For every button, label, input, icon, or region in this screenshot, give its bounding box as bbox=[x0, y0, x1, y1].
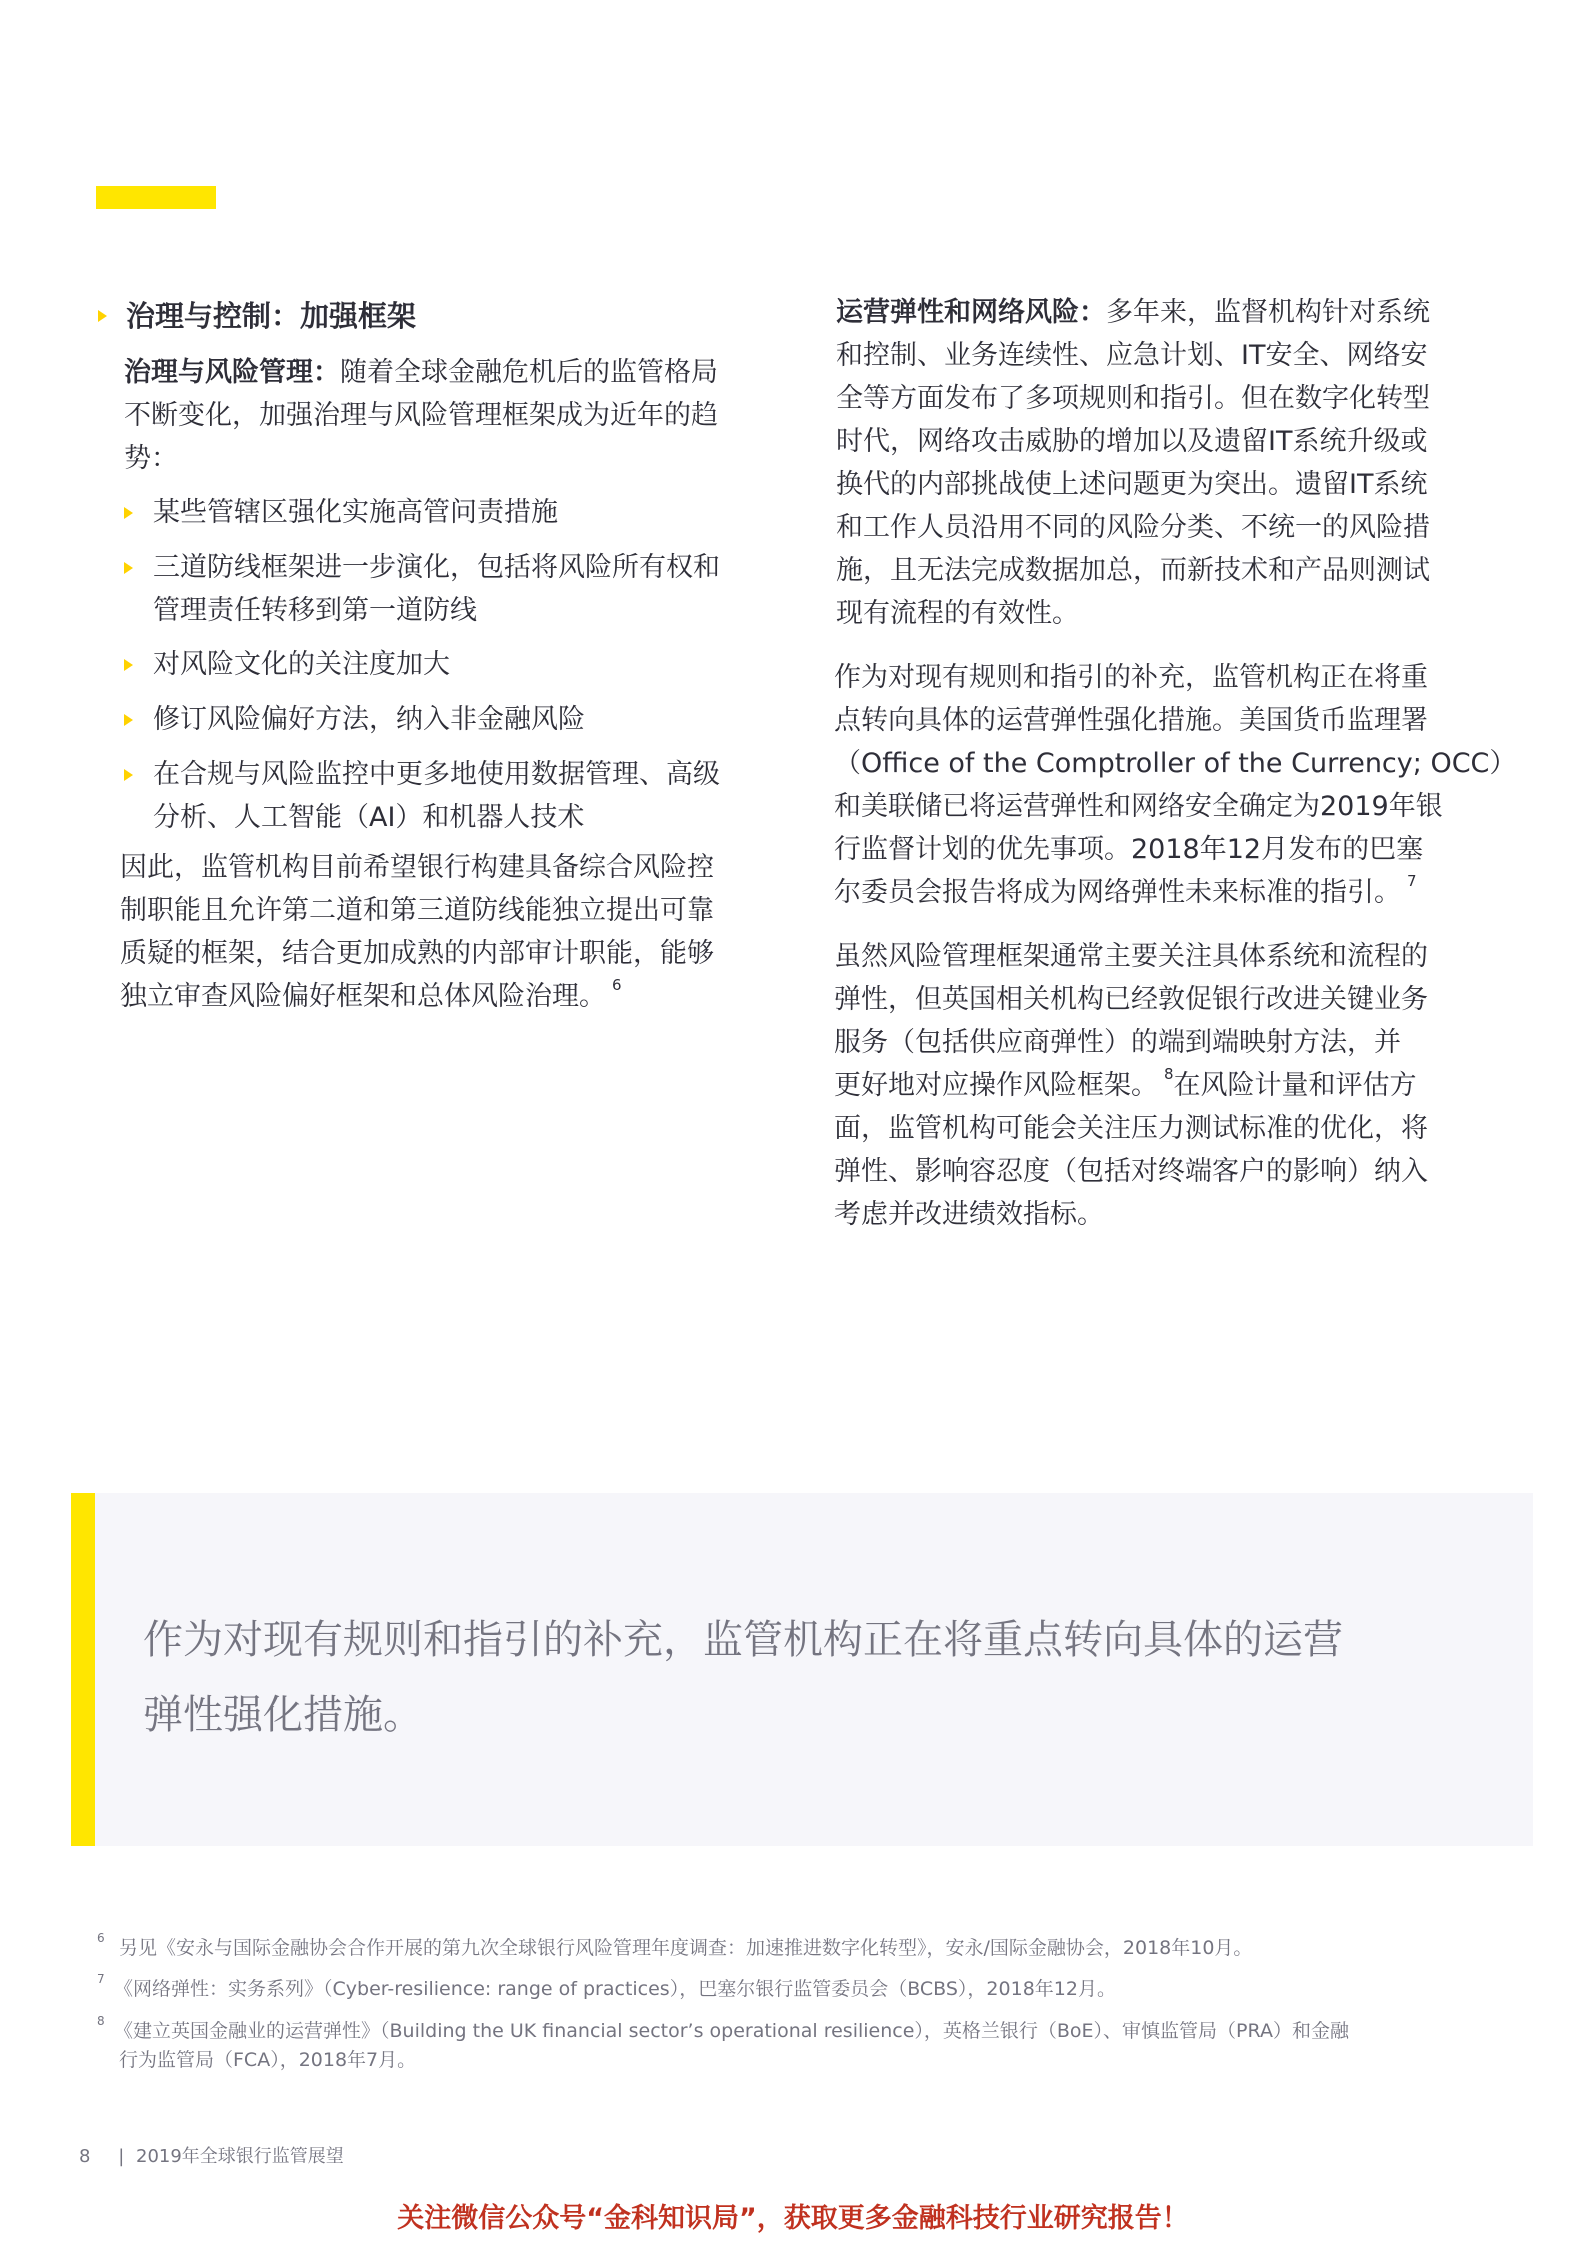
text-line: 因此，监管机构目前希望银行构建具备综合风险控 bbox=[120, 852, 714, 883]
text-line: 服务（包括供应商弹性）的端到端映射方法，并 bbox=[834, 1027, 1401, 1058]
text-line: 行监督计划的优先事项。2018年12月发布的巴塞 bbox=[834, 834, 1424, 865]
text-line: 多年来，监督机构针对系统 bbox=[1106, 297, 1430, 328]
bullet-icon bbox=[124, 659, 133, 671]
footnote-ref[interactable]: 8 bbox=[1164, 1065, 1174, 1083]
bullet-item bbox=[153, 698, 585, 741]
footnote-text: 行为监管局（FCA），2018年7月。 bbox=[119, 2049, 417, 2071]
conclusion-paragraph bbox=[120, 846, 714, 1018]
quote-accent-stripe bbox=[71, 1493, 95, 1846]
bullet-item bbox=[153, 753, 720, 839]
text-line: 对风险文化的关注度加大 bbox=[153, 649, 450, 680]
footnote-ref[interactable]: 6 bbox=[612, 976, 622, 994]
text-line: 在合规与风险监控中更多地使用数据管理、高级 bbox=[153, 759, 720, 790]
text-line: 在风险计量和评估方 bbox=[1173, 1070, 1417, 1101]
footnote-6 bbox=[97, 1931, 1253, 1963]
bullet-item bbox=[153, 546, 720, 632]
bullet-icon bbox=[124, 562, 133, 574]
footnote-number: 8 bbox=[97, 2014, 105, 2028]
bullet-item bbox=[153, 491, 558, 534]
footnote-text: 另见《安永与国际金融协会合作开展的第九次全球银行风险管理年度调查：加速推进数字化转型》，安永/国际金融协会，2018年10月。 bbox=[119, 1937, 1253, 1959]
text-line: 和工作人员沿用不同的风险分类、不统一的风险措 bbox=[836, 512, 1430, 543]
footer-separator: | bbox=[118, 2146, 125, 2167]
text-line: 施，且无法完成数据加总，而新技术和产品则测试 bbox=[836, 555, 1430, 586]
text-line: 弹性，但英国相关机构已经敦促银行改进关键业务 bbox=[834, 984, 1428, 1015]
text-line: 作为对现有规则和指引的补充，监管机构正在将重 bbox=[834, 662, 1428, 693]
text-line: 随着全球金融危机后的监管格局 bbox=[340, 357, 718, 388]
intro-bold: 治理与风险管理： bbox=[124, 357, 340, 388]
text-line: 质疑的框架，结合更加成熟的内部审计职能，能够 bbox=[120, 938, 714, 969]
text-line: 现有流程的有效性。 bbox=[836, 598, 1079, 629]
text-line: 时代，网络攻击威胁的增加以及遗留IT系统升级或 bbox=[836, 426, 1428, 457]
pull-quote bbox=[71, 1493, 1533, 1846]
bullet-icon bbox=[124, 507, 133, 519]
footnote-7 bbox=[97, 1972, 1116, 2004]
text-line: 换代的内部挑战使上述问题更为突出。遗留IT系统 bbox=[836, 469, 1428, 500]
text-line: 尔委员会报告将成为网络弹性未来标准的指引。 bbox=[834, 877, 1401, 908]
text-line: 修订风险偏好方法，纳入非金融风险 bbox=[153, 704, 585, 735]
footnote-number: 6 bbox=[97, 1931, 105, 1945]
text-line: 分析、人工智能（AI）和机器人技术 bbox=[153, 802, 585, 833]
text-line: 独立审查风险偏好框架和总体风险治理。 bbox=[120, 981, 606, 1012]
paragraph-bold-lead: 运营弹性和网络风险： bbox=[836, 297, 1106, 328]
text-line: 考虑并改进绩效指标。 bbox=[834, 1199, 1104, 1230]
footer-title: 2019年全球银行监管展望 bbox=[136, 2146, 344, 2167]
text-line: （Office of the Comptroller of the Currency; OCC） bbox=[834, 748, 1517, 779]
footnote-ref[interactable]: 7 bbox=[1407, 872, 1417, 890]
promo-banner: 关注微信公众号“金科知识局”，获取更多金融科技行业研究报告！ bbox=[397, 2203, 1189, 2234]
text-line: 不断变化，加强治理与风险管理框架成为近年的趋 bbox=[124, 400, 718, 431]
quote-line: 弹性强化措施。 bbox=[143, 1692, 423, 1738]
bullet-icon bbox=[124, 769, 133, 781]
footnote-text: 《建立英国金融业的运营弹性》（Building the UK financial sector’s operational resilience），英格兰银行（BoE）、审慎监管局（PRA）和金融 bbox=[114, 2020, 1349, 2042]
bullet-icon bbox=[124, 714, 133, 726]
text-line: 制职能且允许第二道和第三道防线能独立提出可靠 bbox=[120, 895, 714, 926]
text-line: 点转向具体的运营弹性强化措施。美国货币监理署 bbox=[834, 705, 1428, 736]
text-line: 虽然风险管理框架通常主要关注具体系统和流程的 bbox=[834, 941, 1428, 972]
footnote-8 bbox=[97, 2014, 1349, 2075]
page-number: 8 bbox=[79, 2146, 91, 2167]
text-line: 全等方面发布了多项规则和指引。但在数字化转型 bbox=[836, 383, 1430, 414]
quote-text bbox=[143, 1603, 1343, 1753]
text-line: 和美联储已将运营弹性和网络安全确定为2019年银 bbox=[834, 791, 1443, 822]
page-footer bbox=[79, 2142, 344, 2168]
text-line: 面，监管机构可能会关注压力测试标准的优化，将 bbox=[834, 1113, 1428, 1144]
footnote-number: 7 bbox=[97, 1972, 105, 1986]
accent-bar bbox=[96, 186, 216, 209]
text-line: 和控制、业务连续性、应急计划、IT安全、网络安 bbox=[836, 340, 1428, 371]
text-line: 弹性、影响容忍度（包括对终端客户的影响）纳入 bbox=[834, 1156, 1428, 1187]
intro-paragraph bbox=[124, 351, 718, 480]
text-line: 势： bbox=[124, 443, 178, 474]
section-heading: 治理与控制：加强框架 bbox=[126, 299, 417, 333]
text-line: 某些管辖区强化实施高管问责措施 bbox=[153, 497, 558, 528]
text-line: 更好地对应操作风险框架。 bbox=[834, 1070, 1158, 1101]
text-line: 管理责任转移到第一道防线 bbox=[153, 595, 477, 626]
risk-framework-paragraph bbox=[834, 935, 1428, 1236]
quote-line: 作为对现有规则和指引的补充，监管机构正在将重点转向具体的运营 bbox=[143, 1617, 1343, 1663]
operational-resilience-paragraph bbox=[836, 291, 1430, 635]
bullet-icon bbox=[98, 310, 107, 322]
supplement-paragraph bbox=[834, 656, 1516, 914]
footnote-text: 《网络弹性：实务系列》（Cyber-resilience: range of practices），巴塞尔银行监管委员会（BCBS），2018年12月。 bbox=[114, 1978, 1116, 2000]
bullet-item bbox=[153, 643, 450, 686]
text-line: 三道防线框架进一步演化，包括将风险所有权和 bbox=[153, 552, 720, 583]
